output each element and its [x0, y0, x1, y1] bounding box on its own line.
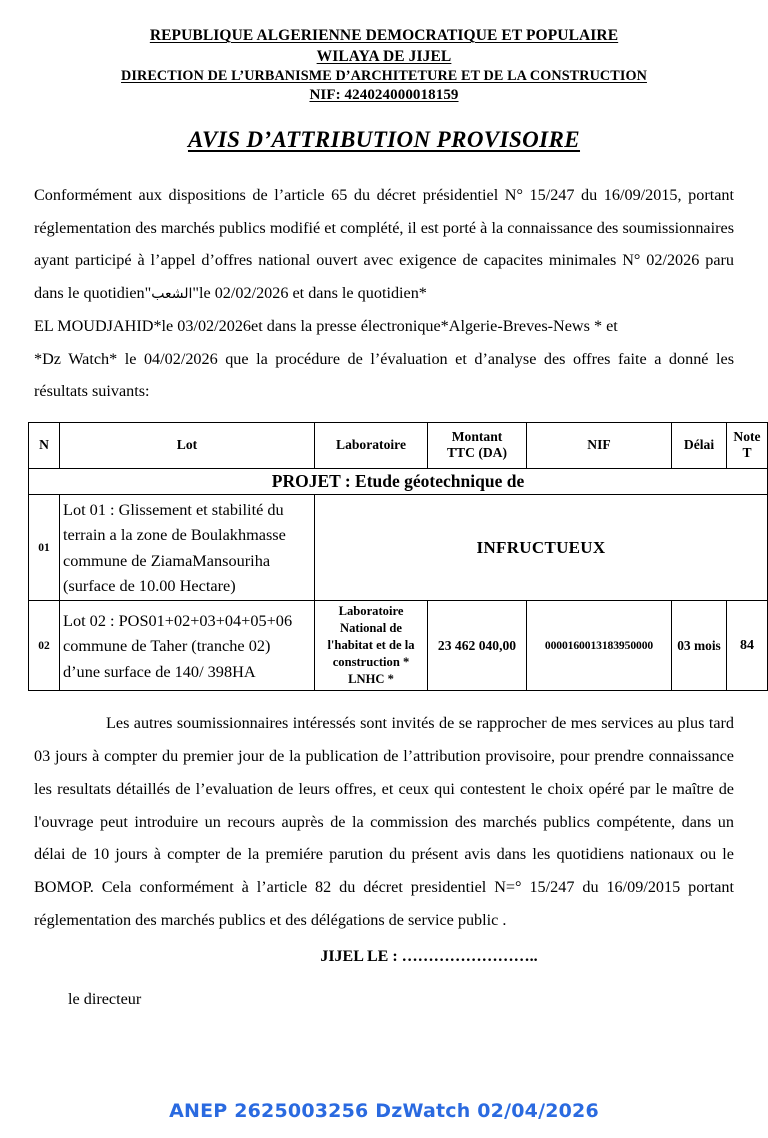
page-title: AVIS D’ATTRIBUTION PROVISOIRE	[187, 127, 581, 153]
table-header-row	[29, 423, 768, 469]
row-result-infructueux: INFRUCTUEUX	[315, 494, 768, 601]
column-header-delai: Délai	[672, 423, 727, 469]
column-header-montant	[428, 423, 527, 469]
column-header-lot: Lot	[60, 423, 315, 469]
table-row	[29, 601, 768, 691]
column-header-nif: NIF	[527, 423, 672, 469]
anep-footer: ANEP 2625003256 DzWatch 02/04/2026	[169, 1100, 599, 1122]
intro-section	[0, 179, 768, 408]
results-table-wrapper	[28, 422, 761, 691]
intro-arabic-newspaper: الشعب	[151, 286, 193, 303]
closing-section	[0, 707, 768, 1009]
column-header-note	[727, 423, 768, 469]
row-note-technique: 84	[727, 601, 768, 691]
row-number: 01	[29, 494, 60, 601]
column-header-note-line1: Note	[733, 429, 761, 445]
row-montant-ttc: 23 462 040,00	[428, 601, 527, 691]
table-head	[29, 423, 768, 469]
column-header-n: N	[29, 423, 60, 469]
signature-place-date: JIJEL LE : ……………………..	[320, 948, 538, 966]
row-lot-description: Lot 02 : POS01+02+03+04+05+06 commune de Taher (tranche 02) d’une surface de 140/ 398HA	[60, 601, 315, 691]
intro-paragraph-2: EL MOUDJAHID*le 03/02/2026et dans la presse électronique*Algerie-Breves-News * et	[34, 316, 618, 335]
column-header-laboratoire: Laboratoire	[315, 423, 428, 469]
header-wilaya-line: WILAYA DE JIJEL	[316, 47, 452, 65]
intro-paragraph-3: *Dz Watch* le 04/02/2026 que la procédure de l’évaluation et d’analyse des offres faite a donné les résultats suivants:	[34, 349, 734, 401]
intro-part2: "le 02/02/2026 et dans le quotidien*	[192, 284, 427, 303]
results-table	[28, 422, 768, 691]
intro-part1: Conformément aux dispositions de l’article 65 du décret présidentiel N° 15/247 du 16/09/2015, portant réglementation des marchés publics modifié et complété, il est porté à la connaissance des soumissionnaires ayant participé à l’appel d’offres national ouvert avec exigence de capacites minimales N° 02/2026 paru dans le quotidien"	[34, 186, 734, 303]
row-number: 02	[29, 601, 60, 691]
table-body	[29, 468, 768, 691]
intro-paragraph	[34, 179, 734, 310]
row-lot-description: Lot 01 : Glissement et stabilité du terrain a la zone de Boulakhmasse commune de ZiamaMansouriha (surface de 10.00 Hectare)	[60, 494, 315, 601]
column-header-montant-line2: TTC (DA)	[446, 445, 508, 461]
header-direction-line: DIRECTION DE L’URBANISME D’ARCHITETURE ET DE LA CONSTRUCTION	[121, 68, 647, 85]
column-header-note-line2: T	[742, 445, 752, 461]
signature-role: le directeur	[68, 990, 142, 1009]
closing-paragraph: Les autres soumissionnaires intéressés sont invités de se rapprocher de mes services au plus tard 03 jours à compter du premier jour de la publication de l’attribution provisoire, pour prendre connaissance les resultats détaillés de l’evaluation de leurs offres, et ceux qui contestent le choix opéré par le maître de l'ouvrage peut introduire un recours auprès de la commission des marchés publics compétente, dans un délai de 10 jours à compter de la premiére parution du présent avis dans les quotidiens nationaux ou le BOMOP. Cela conformément à l’article 82 du décret presidentiel N=° 15/247 du 16/09/2015 portant réglementation des marchés publics et des délégations de service public .	[34, 714, 734, 929]
row-laboratoire: Laboratoire National de l'habitat et de la construction * LNHC *	[315, 601, 428, 691]
table-row	[29, 494, 768, 601]
column-header-montant-line1: Montant	[451, 429, 503, 445]
row-nif: 0000160013183950000	[527, 601, 672, 691]
row-delai: 03 mois	[672, 601, 727, 691]
header-republic-line: REPUBLIQUE ALGERIENNE DEMOCRATIQUE ET POPULAIRE	[149, 27, 619, 44]
header-nif-line: NIF: 424024000018159	[309, 87, 459, 104]
table-project-row	[29, 468, 768, 494]
document-header	[0, 0, 768, 106]
project-label: PROJET : Etude géotechnique de	[29, 468, 768, 494]
